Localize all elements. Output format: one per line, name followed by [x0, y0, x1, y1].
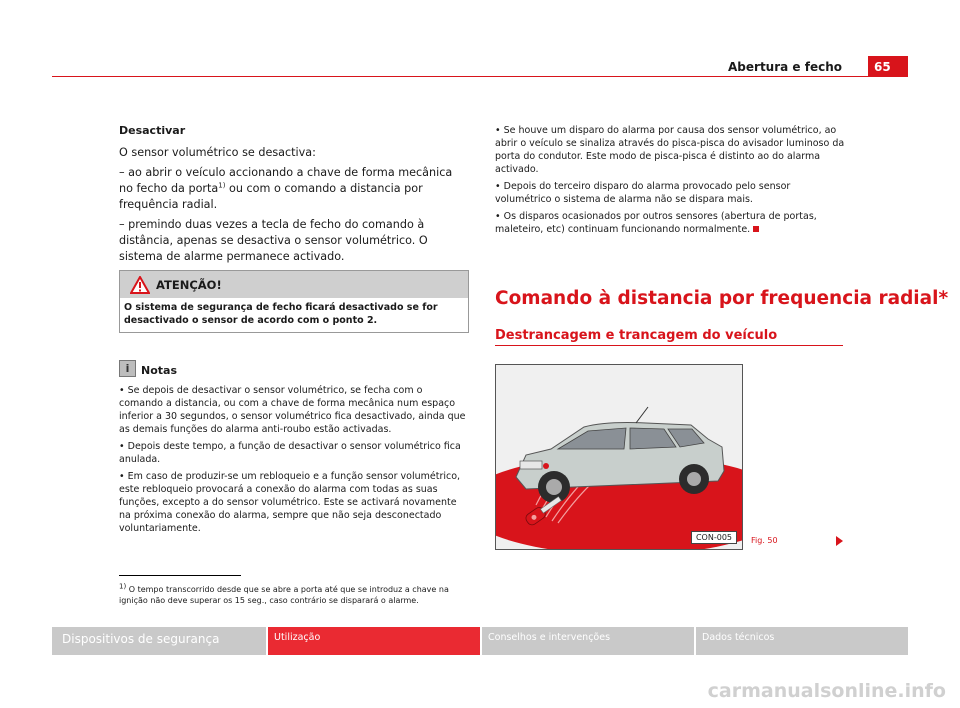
- header-rule: [52, 76, 908, 77]
- footnote: [119, 584, 469, 606]
- footnote-rule: [119, 575, 241, 576]
- note-item: • Em caso de produzir-se um rebloqueio e a função sensor volumétrico, este rebloqueio provocará a conexão do alarma com todas as suas funções, excepto a do sensor volumétrico. Este se activará novamente na próxima conexão do alarma, sempre que não seja desconectado voluntariamente.: [119, 471, 461, 534]
- warning-text: O sistema de segurança de fecho ficará desactivado se for desactivado o sensor de acordo com o ponto 2.: [124, 302, 438, 326]
- intro-paragraph: O sensor volumétrico se desactiva:: [119, 146, 316, 159]
- note-item: • Depois deste tempo, a função de desactivar o sensor volumétrico fica anulada.: [119, 441, 461, 465]
- continue-arrow-icon[interactable]: [836, 536, 843, 546]
- section-heading-desactivar: Desactivar: [119, 124, 186, 137]
- notes-header: [119, 360, 177, 377]
- warning-title: ATENÇÃO!: [156, 277, 222, 292]
- footnote-mark: 1): [119, 582, 127, 591]
- tab-dados-tecnicos[interactable]: Dados técnicos: [696, 627, 908, 655]
- running-header-title: Abertura e fecho: [728, 60, 842, 74]
- right-item: • Depois do terceiro disparo do alarma provocado pelo sensor volumétrico o sistema de alarma não se dispara mais.: [495, 181, 791, 205]
- subsection-rule: [495, 345, 843, 346]
- footnote-ref[interactable]: 1): [218, 181, 226, 190]
- left-column: [119, 124, 467, 269]
- watermark: carmanualsonline.info: [707, 680, 946, 702]
- tab-conselhos-e-intervencoes[interactable]: Conselhos e intervenções: [482, 627, 694, 655]
- section-title: Comando à distancia por frequencia radial*: [495, 288, 949, 309]
- list-item-2: – premindo duas vezes a tecla de fecho do comando à distância, apenas se desactiva o sensor volumétrico. O sistema de alarme permanece activado.: [119, 218, 428, 263]
- note-item: • Se depois de desactivar o sensor volumétrico, se fecha com o comando a distancia, ou com a chave de forma mecânica num espaço inferior a 30 segundos, o sensor volumétrico fica desactivado, ainda que as demais funções do alarma anti-roubo estão activadas.: [119, 385, 466, 435]
- end-of-section-square-icon: [753, 226, 759, 232]
- notes-title: Notas: [141, 364, 177, 377]
- right-column: [495, 124, 845, 240]
- right-item-last: • Os disparos ocasionados por outros sensores (abertura de portas, maleteiro, etc) continuam funcionando normalmente.: [495, 211, 817, 235]
- warning-header: [120, 271, 468, 298]
- figure-car-remote: [495, 364, 743, 550]
- figure-code-label: CON-005: [691, 531, 737, 544]
- list-item-1: – ao abrir o veículo accionando a chave de forma mecânica no fecho da porta$^{1)}$ ou com o comando a distancia por frequência radial.: [119, 166, 453, 211]
- info-icon: i: [119, 360, 136, 377]
- tab-utilizacao[interactable]: Utilização: [268, 627, 480, 655]
- figure-caption: Fig. 50: [751, 536, 778, 545]
- footnote-text: O tempo transcorrido desde que se abre a porta até que se introduz a chave na ignição não deve superar os 15 seg., caso contrário se disparará o alarme.: [119, 585, 449, 605]
- page-number: 65: [868, 56, 908, 77]
- right-item: • Se houve um disparo do alarma por causa dos sensor volumétrico, ao abrir o veículo se sinaliza através do pisca-pisca do avisador luminoso da porta do condutor. Este modo de pisca-pisca é distinto ao do alarma activado.: [495, 125, 845, 175]
- warning-triangle-icon: [130, 276, 150, 294]
- car-illustration: [496, 365, 742, 549]
- warning-box: [119, 270, 469, 333]
- notes-list: [119, 384, 469, 539]
- subsection-title: Destrancagem e trancagem do veículo: [495, 328, 778, 343]
- left-body: [119, 145, 467, 265]
- tab-dispositivos-de-seguranca[interactable]: Dispositivos de segurança: [52, 627, 266, 655]
